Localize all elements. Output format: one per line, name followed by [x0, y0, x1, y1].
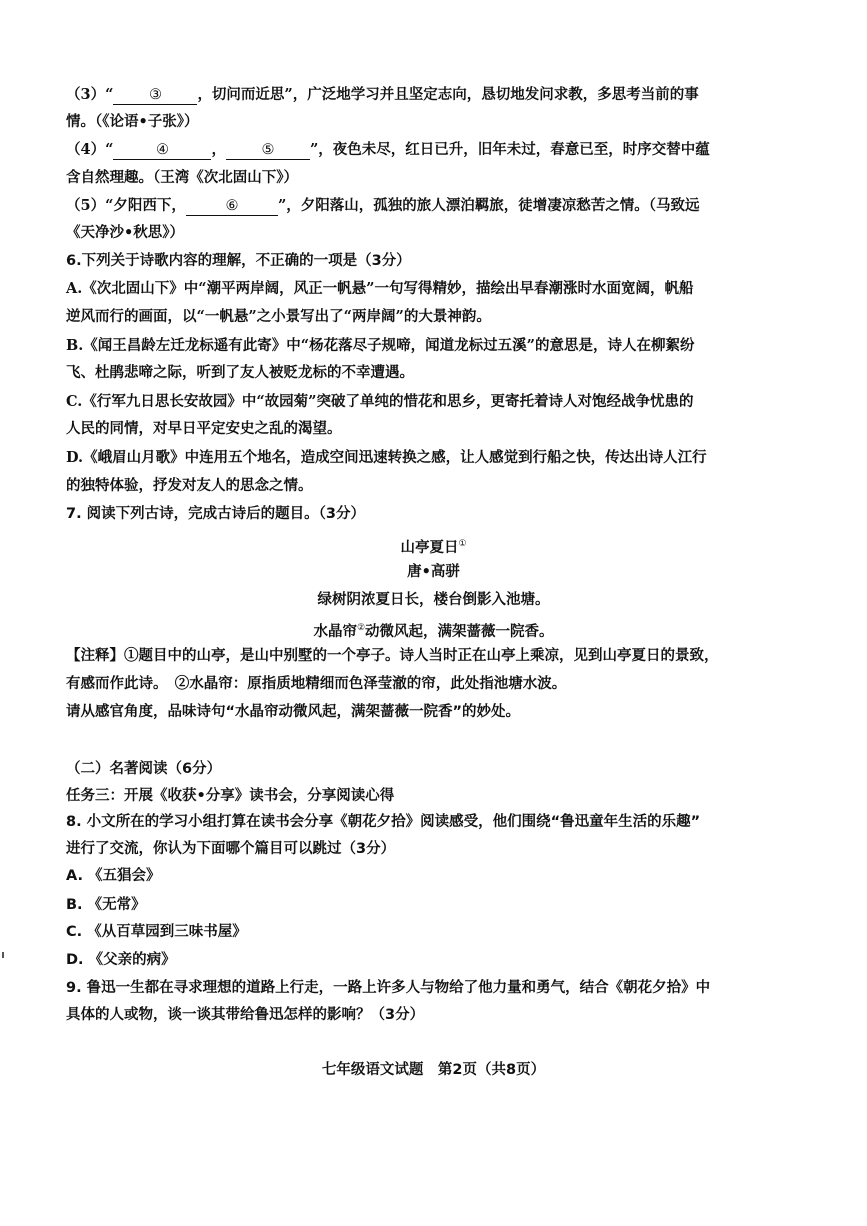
poem-note-2: 有感而作此诗。 ②水晶帘：原指质地精细而色泽莹澈的帘，此处指池塘水波。 [66, 675, 567, 692]
answer-blank-3[interactable]: ③ [113, 86, 197, 105]
scan-mark [2, 952, 4, 958]
q8-option-d[interactable]: D. 《父亲的病》 [66, 952, 176, 968]
q6-option-c-cont: 人民的同情，对早日平定安史之乱的渴望。 [66, 420, 342, 437]
poem-title: 山亭夏日① [400, 538, 467, 556]
q5-line-4-source: 含自然理趣。（王湾《次北固山下》） [66, 169, 298, 186]
q9-stem: 9. 鲁迅一生都在寻求理想的道路上行走，一路上许多人与物给了他力量和勇气，结合《朝花夕拾》中 [66, 980, 711, 996]
task-three: 任务三：开展《收获•分享》读书会，分享阅读心得 [66, 788, 395, 804]
q6-option-a[interactable]: A.《次北固山下》中“潮平两岸阔，风正一帆悬”一句写得精妙，描绘出早春潮涨时水面宽阔，帆船 [66, 280, 694, 297]
page-footer: 七年级语文试题 第2页（共8页） [321, 1062, 546, 1078]
answer-blank-6[interactable]: ⑥ [186, 197, 278, 216]
q6-option-b-cont: 飞、杜鹃悲啼之际，听到了友人被贬龙标的不幸遭遇。 [66, 364, 414, 381]
poem-author: 唐•高骈 [407, 563, 460, 580]
q8-stem: 8. 小文所在的学习小组打算在读书会分享《朝花夕拾》阅读感受，他们围绕“鲁迅童年生活的乐趣” [66, 814, 701, 830]
q8-option-c[interactable]: C. 《从百草园到三味书屋》 [66, 924, 247, 940]
q6-option-d-cont: 的独特体验，抒发对友人的思念之情。 [66, 477, 313, 494]
answer-blank-4[interactable]: ④ [113, 141, 211, 160]
poem-line-2: 水晶帘②动微风起，满架蔷薇一院香。 [313, 622, 554, 640]
q6-option-d[interactable]: D.《峨眉山月歌》中连用五个地名，造成空间迅速转换之感，让人感觉到行船之快，传达出诗人江行 [66, 449, 707, 466]
q9-stem-cont: 具体的人或物，谈一谈其带给鲁迅怎样的影响？（3分） [66, 1007, 425, 1023]
q6-option-b[interactable]: B.《闻王昌龄左迁龙标遥有此寄》中“杨花落尽子规啼，闻道龙标过五溪”的意思是，诗人在柳絮纷 [66, 337, 695, 354]
q5-line-5: （5）“夕阳西下， ⑥ ”，夕阳落山，孤独的旅人漂泊羁旅，徒增凄凉愁苦之情。（马致远 [66, 197, 700, 214]
q8-option-a[interactable]: A. 《五猖会》 [66, 868, 161, 884]
q8-stem-cont: 进行了交流，你认为下面哪个篇目可以跳过（3分） [66, 841, 396, 857]
q7-question: 请从感官角度，品味诗句“水晶帘动微风起，满架蔷薇一院香”的妙处。 [66, 704, 521, 720]
section-heading: （二）名著阅读（6分） [66, 761, 222, 777]
answer-blank-5[interactable]: ⑤ [226, 141, 310, 160]
q6-option-c[interactable]: C.《行军九日思长安故园》中“故园菊”突破了单纯的惜花和思乡，更寄托着诗人对饱经战争忧患的 [66, 393, 694, 410]
poem-line-1: 绿树阴浓夏日长，楼台倒影入池塘。 [317, 591, 550, 608]
q6-option-a-cont: 逆风而行的画面，以“一帆悬”之小景写出了“两岸阔”的大景神韵。 [66, 308, 491, 325]
q5-line-4: （4）“ ④ ， ⑤ ”，夜色未尽，红日已升，旧年未过，春意已至，时序交替中蕴 [66, 141, 710, 158]
poem-note-1: 【注释】①题目中的山亭，是山中别墅的一个亭子。诗人当时正在山亭上乘凉，见到山亭夏日的景致， [66, 647, 719, 664]
q6-stem: 6.下列关于诗歌内容的理解，不正确的一项是（3分） [66, 253, 411, 269]
poem-line-footnote: ② [356, 623, 366, 633]
poem-title-footnote: ① [458, 539, 467, 549]
q5-line-3-source: 情。（《论语•子张》） [66, 113, 199, 130]
q8-option-b[interactable]: B. 《无常》 [66, 897, 146, 913]
q5-line-3: （3）“ ③ ，切问而近思”，广泛地学习并且坚定志向，恳切地发问求教，多思考当前的事 [66, 86, 699, 103]
q7-stem: 7. 阅读下列古诗，完成古诗后的题目。（3分） [66, 506, 365, 522]
q5-line-5-source: 《天净沙•秋思》） [66, 224, 185, 241]
